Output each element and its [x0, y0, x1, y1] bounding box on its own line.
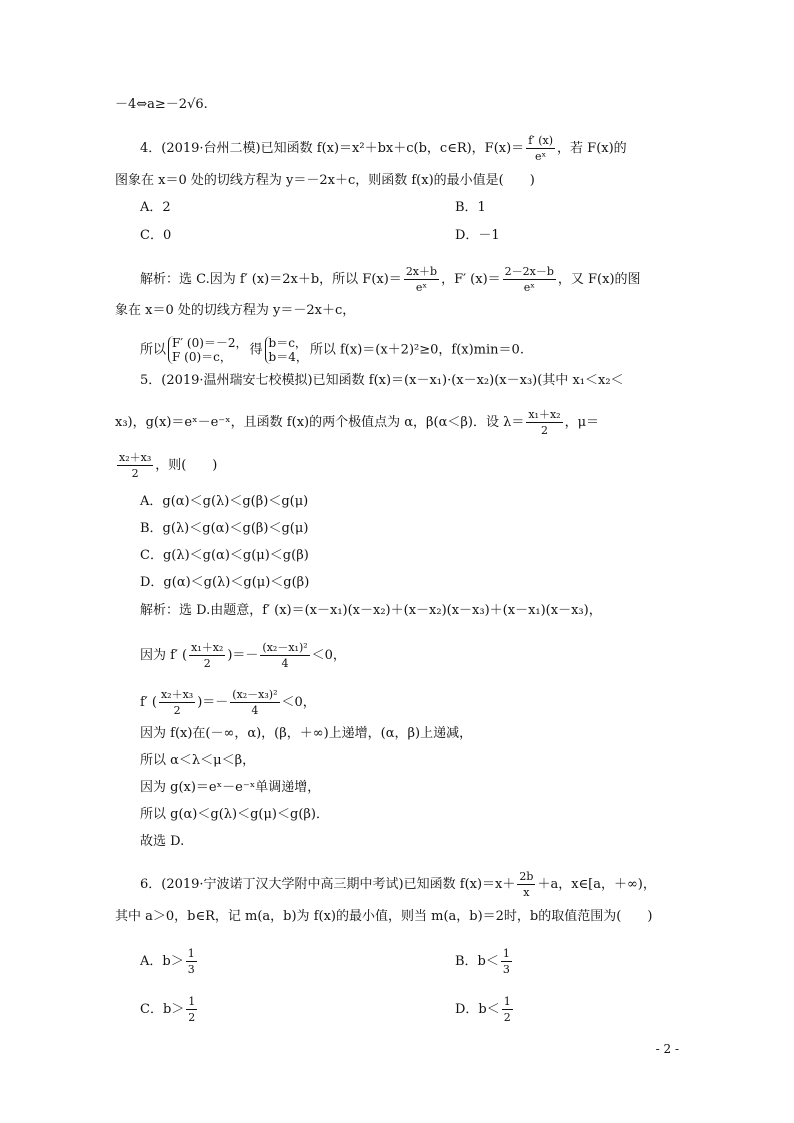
q5-option-c: C．g(λ)＜g(α)＜g(μ)＜g(β) — [140, 548, 309, 563]
page-number: - 2 - — [655, 1042, 679, 1056]
q5-solution-line5: 所以 α＜λ＜μ＜β， — [140, 753, 256, 768]
fraction: $\frac{\text{x₁＋x₂}}{2}$ — [528, 408, 561, 437]
q5-solution-line4: 因为 f(x)在(－∞，α)，(β，＋∞)上递增，(α，β)上递减， — [140, 726, 473, 741]
fraction: $\frac{1}{3}$ — [502, 947, 510, 976]
answer-tail: －4⇔a≥－2√6. — [115, 97, 208, 112]
fraction: $\frac{2-2x-b}{\text{eˣ}}$ — [504, 265, 554, 294]
fraction: $\frac{\text{(x₂－x₁)²}}{4}$ — [262, 641, 308, 670]
fraction: $\frac{\text{x₂＋x₃}}{2}$ — [119, 451, 152, 480]
q4-option-b: B．1 — [455, 200, 486, 215]
q5-solution-line2: 因为 f′ ( $\frac{\text{x₁＋x₂}}{2}$ )＝－ $\frac{\text{(x₂－x₁)²}}{4}$ ＜0， — [140, 641, 346, 670]
q5-solution-line8: 故选 D. — [140, 834, 185, 849]
fraction: $\frac{2x+b}{\text{eˣ}}$ — [405, 265, 438, 294]
q6-stem-line2: 其中 a＞0，b∈R，记 m(a，b)为 f(x)的最小值，则当 m(a，b)＝2时，b的取值范围为( ) — [115, 909, 653, 924]
equation-system: b＝c， b＝4， — [265, 336, 308, 364]
fraction: $\frac{1}{3}$ — [187, 947, 195, 976]
q4-option-c: C．0 — [140, 228, 172, 243]
fraction: $\frac{f' (x)}{\text{eˣ}}$ — [528, 134, 554, 163]
q4-option-a: A．2 — [140, 200, 171, 215]
q6-option-a: A．b＞ $\frac{1}{3}$ — [140, 947, 195, 976]
fraction: $\frac{1}{2}$ — [188, 995, 196, 1024]
q4-solution-line1: 解析：选 C.因为 f′ (x)＝2x＋b，所以 F(x)＝ $\frac{2x+b}{\text{eˣ}}$ ，F′ (x)＝ $\frac{2-2x-b}{\text{eˣ}}$ ，又 F(x)的图 — [140, 265, 641, 294]
fraction: $\frac{\text{x₂＋x₃}}{2}$ — [160, 688, 194, 717]
q6-option-c: C．b＞ $\frac{1}{2}$ — [140, 995, 196, 1024]
fraction: $\frac{2b}{x}$ — [519, 870, 534, 899]
equation-system: F′ (0)＝－2， F (0)＝c， — [168, 336, 248, 364]
q5-stem-line2: x₃)，g(x)＝eˣ－e⁻ˣ，且函数 f(x)的两个极值点为 α，β(α＜β)．设 λ＝ $\frac{\text{x₁＋x₂}}{2}$ ，μ＝ — [115, 408, 600, 437]
q5-solution-line3: f′ ( $\frac{\text{x₂＋x₃}}{2}$ )＝－ $\frac{\text{(x₂－x₃)²}}{4}$ ＜0， — [140, 688, 316, 717]
q5-stem-line1: 5．(2019·温州瑞安七校模拟)已知函数 f(x)＝(x－x₁)·(x－x₂)(x－x₃)(其中 x₁＜x₂＜ — [140, 373, 624, 388]
q5-stem-line3: $\frac{\text{x₂＋x₃}}{2}$ ，则( ) — [119, 451, 218, 480]
q6-stem-line1: 6．(2019·宁波诺丁汉大学附中高三期中考试)已知函数 f(x)＝x＋ $\frac{2b}{x}$ ＋a，x∈[a，＋∞)， — [140, 870, 656, 899]
q5-option-a: A．g(α)＜g(λ)＜g(β)＜g(μ) — [140, 494, 309, 509]
q4-solution-line2: 象在 x＝0 处的切线方程为 y＝－2x＋c， — [115, 303, 356, 318]
fraction: $\frac{\text{x₁＋x₂}}{2}$ — [191, 641, 224, 670]
q5-solution-line1: 解析：选 D.由题意，f′ (x)＝(x－x₁)(x－x₂)＋(x－x₂)(x－x₃)＋(x－x₁)(x－x₃)， — [140, 603, 602, 618]
q4-option-d: D．－1 — [455, 228, 500, 243]
q6-option-b: B．b＜ $\frac{1}{3}$ — [455, 947, 510, 976]
q5-solution-line7: 所以 g(α)＜g(λ)＜g(μ)＜g(β)． — [140, 807, 329, 822]
q6-option-d: D．b＜ $\frac{1}{2}$ — [455, 995, 511, 1024]
q5-option-b: B．g(λ)＜g(α)＜g(β)＜g(μ) — [140, 521, 309, 536]
q4-solution-line3: 所以 F′ (0)＝－2， F (0)＝c， 得 b＝c， b＝4， 所以 f(x)＝(x＋2)²≥0，f(x)min＝0. — [140, 336, 524, 364]
q5-solution-line6: 因为 g(x)＝eˣ－e⁻ˣ单调递增， — [140, 780, 321, 795]
q4-stem-line2: 图象在 x＝0 处的切线方程为 y＝－2x＋c，则函数 f(x)的最小值是( ) — [115, 173, 535, 188]
q5-option-d: D．g(α)＜g(λ)＜g(μ)＜g(β) — [140, 575, 310, 590]
fraction: $\frac{1}{2}$ — [503, 995, 511, 1024]
fraction: $\frac{\text{(x₂－x₃)²}}{4}$ — [232, 688, 278, 717]
q4-stem-line1: 4．(2019·台州二模)已知函数 f(x)＝x²＋bx＋c(b，c∈R)，F(x)＝ $\frac{f' (x)}{\text{eˣ}}$ ，若 F(x)的 — [140, 134, 627, 163]
